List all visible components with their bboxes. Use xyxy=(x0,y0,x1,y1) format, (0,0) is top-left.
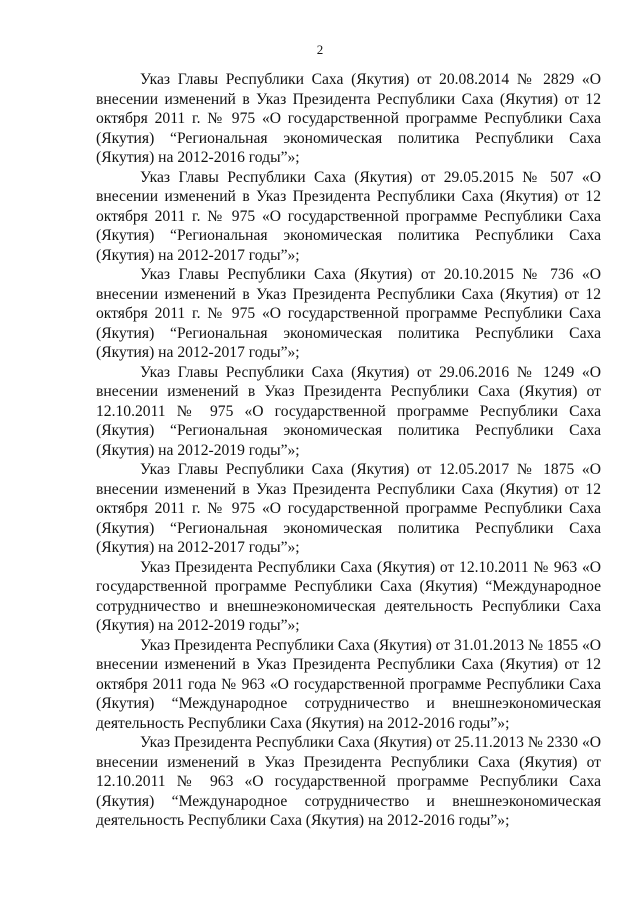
decree-paragraph-3: Указ Главы Республики Саха (Якутия) от 20.10.2015 № 736 «О внесении изменений в Указ Президента Республики Саха (Якутия) от 12 октября 2011 г. № 975 «О государственной программе Республики Саха (Якутия) “Региональная экономическая политика Республики Саха (Якутия) на 2012-2017 годы”»; xyxy=(96,266,601,361)
page-number: 2 xyxy=(316,42,324,57)
decree-paragraph-6: Указ Президента Республики Саха (Якутия) от 12.10.2011 № 963 «О государственной программе Республики Саха (Якутия) “Международное сотрудничество и внешнеэкономическая деятельность Республики Саха (Якутия) на 2012-2019 годы”»; xyxy=(96,558,601,634)
decree-paragraph-1: Указ Главы Республики Саха (Якутия) от 20.08.2014 № 2829 «О внесении изменений в Указ Президента Республики Саха (Якутия) от 12 октября 2011 г. № 975 «О государственной программе Республики Саха (Якутия) “Региональная экономическая политика Республики Саха (Якутия) на 2012-2016 годы”»; xyxy=(96,71,601,166)
decree-paragraph-2: Указ Главы Республики Саха (Якутия) от 29.05.2015 № 507 «О внесении изменений в Указ Президента Республики Саха (Якутия) от 12 октября 2011 г. № 975 «О государственной программе Республики Саха (Якутия) “Региональная экономическая политика Республики Саха (Якутия) на 2012-2017 годы”»; xyxy=(96,168,601,264)
document-body xyxy=(96,70,601,831)
decree-paragraph-7: Указ Президента Республики Саха (Якутия) от 31.01.2013 № 1855 «О внесении изменений в Указ Президента Республики Саха (Якутия) от 12 октября 2011 года № 963 «О государственной программе Республики Саха (Якутия) “Международное сотрудничество и внешнеэкономическая деятельность Республики Саха (Якутия) на 2012-2016 годы”»; xyxy=(96,636,602,732)
decree-paragraph-4: Указ Главы Республики Саха (Якутия) от 29.06.2016 № 1249 «О внесении изменений в Указ Президента Республики Саха (Якутия) от 12.10.2011 № 975 «О государственной программе Республики Саха (Якутия) “Региональная экономическая политика Республики Саха (Якутия) на 2012-2019 годы”»; xyxy=(96,363,601,459)
decree-paragraph-5: Указ Главы Республики Саха (Якутия) от 12.05.2017 № 1875 «О внесении изменений в Указ Президента Республики Саха (Якутия) от 12 октября 2011 г. № 975 «О государственной программе Республики Саха (Якутия) “Региональная экономическая политика Республики Саха (Якутия) на 2012-2017 годы”»; xyxy=(96,461,601,556)
decree-paragraph-8: Указ Президента Республики Саха (Якутия) от 25.11.2013 № 2330 «О внесении изменений в Указ Президента Республики Саха (Якутия) от 12.10.2011 № 963 «О государственной программе Республики Саха (Якутия) “Международное сотрудничество и внешнеэкономическая деятельность Республики Саха (Якутия) на 2012-2016 годы”»; xyxy=(96,734,601,829)
